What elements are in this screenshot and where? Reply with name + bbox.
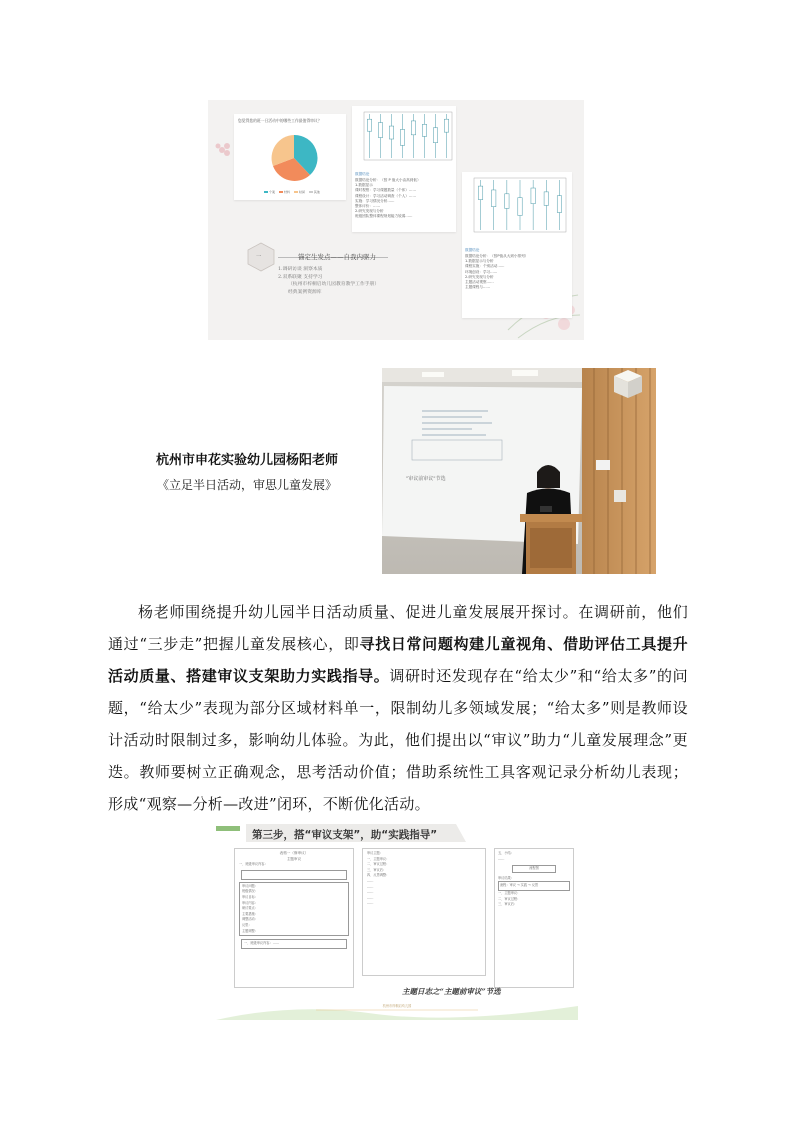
chapter-title: 锚定生发点——自我内驱力 — [298, 253, 376, 261]
doc-box-bottom: 一、班级审议内容：…… — [241, 939, 347, 949]
doc-column-3: 五、小结： …… 流程图 审议结果： 流程：审议 → 实践 → 反思 一、主题审议： 二、审议过程： 三、审议后： — [494, 848, 574, 988]
boxplot-box — [400, 129, 404, 145]
key-points: 寻找日常问题构建儿童视角、借助评估工具提升活动质量、搭建审议支架助力实践指导。 — [108, 635, 688, 685]
wooden-podium — [520, 514, 582, 574]
wall-poster — [596, 460, 610, 470]
pie-chart — [268, 132, 320, 184]
legend-item: 其他 — [309, 190, 320, 195]
boxplot-box — [422, 124, 426, 136]
boxplot-card-1 — [352, 106, 456, 232]
boxplot-chart-1 — [352, 106, 456, 172]
boxplot-box — [557, 196, 561, 213]
pie-legend — [264, 190, 320, 195]
cube-lamp-icon — [614, 370, 642, 398]
speaker-name: 杭州市申花实验幼儿园杨阳老师 — [155, 453, 338, 468]
analysis-text: 数据结论分析：（按 P 值大小由高到低） 1.数据显示 课时观察：学习课题数量（个体）…… 课程设计：学习活动调查（个人）…… 实施：学习情况分析…… 整体评价：…… 2.研究发现与分析 班级团队整体课程规划能力较弱…… — [355, 178, 421, 219]
boxplot-box — [492, 190, 496, 207]
doc-title: 表格一（修审议） — [279, 851, 309, 855]
boxplot-box — [411, 121, 415, 135]
boxplot-card-2 — [462, 172, 572, 318]
wood-wall — [582, 368, 656, 574]
doc-column-2: 审议主题： 一、主题审议： 二、审议过程： 三、审议后： 四、反思调整： …… …… …… …… …… — [362, 848, 486, 976]
boxplot-box — [444, 119, 448, 132]
doc-box-small — [241, 870, 347, 880]
boxplot-box — [367, 119, 371, 131]
slide-survey-analysis — [208, 100, 584, 340]
flow-box: 流程图 — [512, 865, 556, 873]
chapter-list — [278, 266, 379, 296]
slide2-title: 第三步，搭“审议支架”，助“实践指导” — [252, 829, 438, 841]
boxplot-box — [389, 126, 393, 139]
doc-column-1 — [234, 848, 354, 988]
chapter-number: 一 — [256, 254, 262, 260]
boxplot-box — [433, 128, 437, 143]
article-paragraph: 杨老师围绕提升幼儿园半日活动质量、促进儿童发展展开探讨。在调研前，他们通过“三步走”把握儿童发展核心，即寻找日常问题构建儿童视角、借助评估工具提升活动质量、搭建审议支架助力实践指导。调研时还发现存在“给太少”和“给太多”的问题，“给太少”表现为部分区域材料单一，限制幼儿多领域发展；“给太多”则是教师设计活动时限制过多，影响幼儿体验。为此，他们提出以“审议”助力“儿童发展理念”更迭。教师要树立正确观念，思考活动价值；借助系统性工具客观记录分析幼儿表现；形成“观察—分析—改进”闭环，不断优化活动。 — [108, 603, 688, 813]
talk-title: 《立足半日活动，审思儿童发展》 — [156, 478, 337, 492]
chapter-item: 经典案例资源库 — [288, 289, 322, 295]
boxplot-box — [378, 123, 382, 138]
photo-illustration — [382, 368, 656, 574]
slide2-footer-script: 主题日志之“主题前审议”节选 — [402, 987, 501, 996]
chapter-item: （杭州市梓桐启幼儿园教育教学工作手册） — [288, 282, 380, 288]
boxplot-box — [531, 188, 535, 204]
chapter-item: 1.调研访谈 洞察本质 — [278, 267, 323, 272]
boxplot-box — [518, 198, 522, 216]
boxplot-box — [478, 186, 482, 200]
pie-chart-card — [234, 114, 346, 200]
pie-question: 您觉得您的班一日活动中的哪些工作最值得审议？ — [238, 118, 322, 123]
speaker-photo — [382, 368, 656, 574]
slide-review-framework — [216, 822, 578, 1020]
doc-subtitle: 主题审议 — [286, 856, 302, 861]
slide2-source: 杭州市梓桐启幼儿园 — [382, 1004, 412, 1008]
boxplot-chart-2 — [462, 172, 572, 246]
doc-box-main: 审议问题： 班级情况： 审议目标： 审议内容： 研讨要点： 主要措施： 调整活动： 反思： 主题调整： — [239, 882, 349, 936]
legend-item: 材料 — [279, 190, 290, 195]
analysis-label: 数据结论 — [355, 172, 370, 176]
result-box: 流程：审议 → 实践 → 反思 — [498, 881, 570, 891]
legend-item: 时间 — [294, 190, 305, 195]
legend-item: 个案 — [264, 190, 275, 195]
doc-heading: 一、班级审议内容： — [239, 862, 268, 867]
boxplot-box — [544, 192, 548, 206]
analysis2-text: 数据结论分析：（按P值从大到小排列） 1.数据显示与分析 课程实施：个别活动…… 环境创设：学习…… 2.研究发现与分析 主题活动观察…… 主题课程与…… — [465, 254, 529, 290]
analysis2-label: 数据结论 — [465, 248, 480, 252]
chapter-item: 2.双系联聚 支持学习 — [278, 274, 323, 280]
screen-caption: "审议前审议"节选 — [406, 476, 446, 482]
laptop-icon — [540, 506, 552, 512]
boxplot-box — [505, 194, 509, 209]
